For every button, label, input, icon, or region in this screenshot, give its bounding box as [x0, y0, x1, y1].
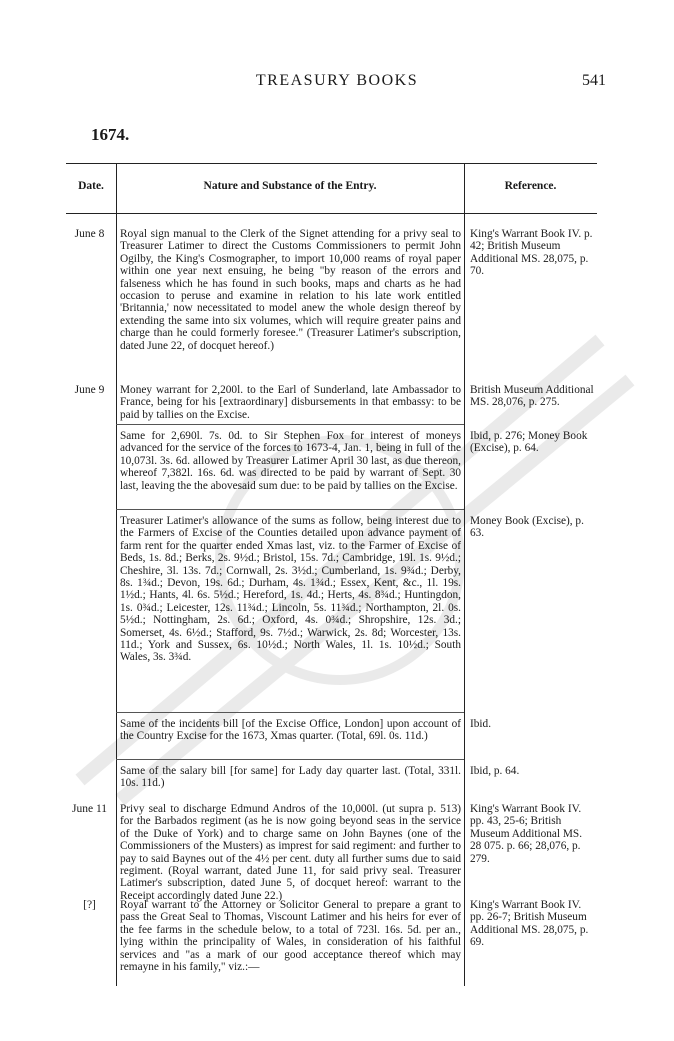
entry-separator [116, 424, 464, 425]
table-top-rule [66, 163, 597, 164]
entry-text: Money warrant for 2,200l. to the Earl of Sunderland, late Ambassador to France, being for his [extraordinary] disbursements in that embassy: to be paid by tallies on the Excise. [120, 384, 461, 421]
entry-text: Same of the salary bill [for same] for Lady day quarter last. (Total, 331l. 10s. 11d.) [120, 765, 461, 790]
column-header-nature: Nature and Substance of the Entry. [203, 180, 377, 192]
entry-text: Same of the incidents bill [of the Excise Office, London] upon account of the Country Excise for the 1673, Xmas quarter. (Total, 69l. 0s. 11d.) [120, 718, 461, 743]
entry-date: June 11 [71, 803, 108, 815]
column-divider [464, 163, 465, 986]
running-head [0, 72, 674, 96]
entry-reference: Ibid. [470, 718, 492, 730]
entry-date: June 8 [74, 228, 105, 240]
entry-reference: Money Book (Excise), p. 63. [470, 515, 584, 540]
entry-reference: British Museum Additional MS. 28,076, p. 275. [470, 384, 594, 409]
entry-reference: King's Warrant Book IV. pp. 43, 25-6; British Museum Additional MS. 28 075. p. 66; 28,076, p. 279. [470, 803, 583, 865]
section-year: 1674. [91, 125, 130, 144]
entry-reference: King's Warrant Book IV. pp. 26-7; British Museum Additional MS. 28,075, p. 69. [470, 899, 589, 949]
entry-text: Treasurer Latimer's allowance of the sums as follow, being interest due to the Farmers of Excise of the Counties detailed upon advance payment of farm rent for the quarter ended Xmas last, viz. to the Farmer of Excise of Beds, 1s. 8d.; Berks, 2s. 9½d.; Bristol, 15s. 7d.; Cambridge, 19l. 1s. 9½d.; Cheshire, 3l. 13s. 7d.; Cornwall, 2s. 3½d.; Cumberland, 1s. 9¾d.; Derby, 8s. 1¾d.; Devon, 19s. 6d.; Durham, 4s. 1¾d.; Essex, Kent, &c., 1l. 19s. 1½d.; Hants, 4l. 6s. 5½d.; Hereford, 1s. 4d.; Herts, 4s. 8¾d.; Huntingdon, 1s. 0¾d.; Leicester, 12s. 11¾d.; Lincoln, 5s. 11¾d.; Northampton, 2l. 0s. 5½d.; Nottingham, 2s. 6d.; Oxford, 4s. 0¾d.; Shropshire, 12s. 3d.; Somerset, 4s. 6½d.; Stafford, 9s. 7½d.; Warwick, 2s. 8d; Worcester, 13s. 11d.; York and Sussex, 6s. 10½d.; North Wales, 1l. 1s. 10½d.; South Wales, 3s. 3¾d. [120, 515, 461, 664]
entry-reference: King's Warrant Book IV. p. 42; British Museum Additional MS. 28,075, p. 70. [470, 228, 593, 278]
page-number: 541 [582, 72, 606, 89]
entry-text: Privy seal to discharge Edmund Andros of the 10,000l. (ut supra p. 513) for the Barbados regiment (as he is now going beyond seas in the service of the Duke of York) and to charge same on John Baynes (one of the Commissioners of the Musters) as imprest for said regiment: and further to pay to said Baynes out of the 4½ per cent. duty all further sums due to said regiment. (Royal warrant, dated June 11, for said privy seal. Treasurer Latimer's subscription, dated June 5, of docquet hereof: warrant to the Receipt accordingly dated June 22.) [120, 803, 461, 902]
running-title: TREASURY BOOKS [255, 72, 419, 89]
entry-text: Royal warrant to the Attorney or Solicitor General to prepare a grant to pass the Great Seal to Thomas, Viscount Latimer and his heirs for ever of the fee farms in the schedule below, to a total of 723l. 16s. 5d. per an., lying within the principality of Wales, in consideration of his faithful services and "as a mark of our good acceptance thereof which may remayne in his family," viz.:— [120, 899, 461, 974]
column-header-reference: Reference. [504, 180, 557, 192]
entry-date: June 9 [74, 384, 105, 396]
entry-text: Royal sign manual to the Clerk of the Signet attending for a privy seal to Treasurer Latimer to direct the Customs Commissioners to permit John Ogilby, the King's Cosmographer, to import 10,000 reams of royal paper within one year next ensuing, he being "by reason of the errors and falseness which he has found in such books, maps and charts as he had occasion to peruse and examine in relation to his late work entitled 'Britannia,' now necessitated to model anew the whole design thereof by extending the same into six volumes, which will require greater pains and charge than he could formerly foresee." (Treasurer Latimer's subscription, dated June 22, of docquet hereof.) [120, 228, 461, 352]
column-header-date: Date. [78, 180, 104, 192]
entry-text: Same for 2,690l. 7s. 0d. to Sir Stephen Fox for interest of moneys advanced for the service of the forces to 1673-4, Jan. 1, being in full of the 10,073l. 3s. 6d. allowed by Treasurer Latimer April 30 last, as due thereon, whereof 7,382l. 16s. 6d. was directed to be paid by warrant of Sept. 30 last, leaving the the abovesaid sum due: to be paid by tallies on the Excise. [120, 430, 461, 492]
table-header-rule [66, 213, 597, 214]
entry-reference: Ibid, p. 64. [470, 765, 520, 777]
column-divider [116, 163, 117, 986]
entry-separator [116, 509, 464, 510]
entry-date: [?] [83, 899, 96, 911]
entry-separator [116, 759, 464, 760]
entry-reference: Ibid, p. 276; Money Book (Excise), p. 64. [470, 430, 588, 455]
entry-separator [116, 712, 464, 713]
